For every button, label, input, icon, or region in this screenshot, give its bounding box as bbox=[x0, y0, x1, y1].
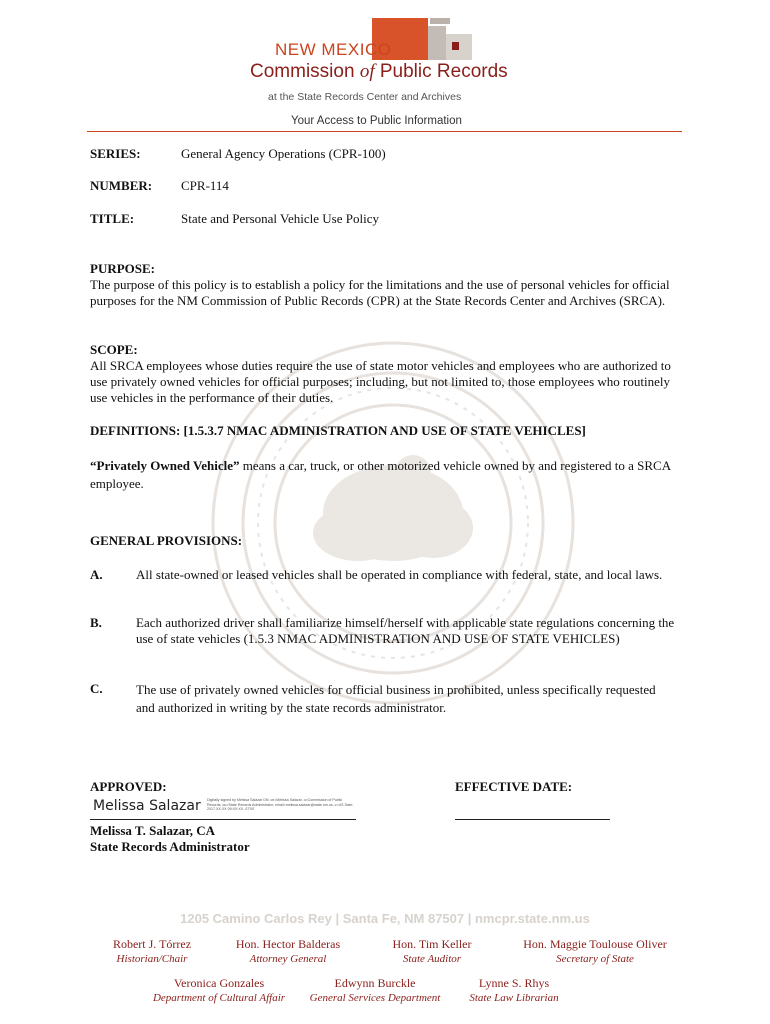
scope-heading: SCOPE: bbox=[90, 342, 138, 357]
org-subtitle: at the State Records Center and Archives bbox=[268, 91, 462, 103]
series-value: General Agency Operations (CPR-100) bbox=[181, 146, 386, 161]
commissioner-name: Hon. Hector Balderas bbox=[235, 937, 341, 951]
commissioner bbox=[92, 937, 212, 965]
org-name-line1: NEW MEXICO bbox=[275, 40, 392, 59]
digital-signature: Melissa Salazar bbox=[93, 798, 201, 814]
commissioner-name: Lynne S. Rhys bbox=[478, 976, 550, 990]
commissioner-name: Robert J. Tórrez bbox=[112, 937, 192, 951]
series-label: SERIES: bbox=[90, 146, 141, 161]
commissioner-title: Attorney General bbox=[249, 953, 327, 965]
commissioner bbox=[510, 937, 680, 965]
commissioner-title: General Services Department bbox=[309, 992, 441, 1004]
scope-text: All SRCA employees whose duties require the use of state motor vehicles and employees who are authorized to use privately owned vehicles for official purposes; including, but not limited to, those employees who routinely use vehicles in the performance of their duties. bbox=[90, 358, 671, 405]
commissioner-title: Historian/Chair bbox=[116, 953, 188, 965]
purpose-section bbox=[90, 261, 680, 309]
scope-section bbox=[90, 342, 680, 406]
definitions-heading: DEFINITIONS: [1.5.3.7 NMAC ADMINISTRATION AND USE OF STATE VEHICLES] bbox=[90, 423, 586, 438]
provision-letter: C. bbox=[90, 681, 103, 696]
definition-item bbox=[90, 457, 680, 493]
purpose-heading: PURPOSE: bbox=[90, 261, 155, 276]
commissioner-name: Hon. Tim Keller bbox=[392, 937, 472, 951]
title-value: State and Personal Vehicle Use Policy bbox=[181, 211, 379, 226]
commissioner bbox=[222, 937, 354, 965]
definitions-section bbox=[90, 423, 680, 493]
number-value: CPR-114 bbox=[181, 178, 229, 193]
commissioner-title: State Law Librarian bbox=[469, 992, 559, 1004]
provision-letter: A. bbox=[90, 567, 103, 582]
commissioner-title: State Auditor bbox=[402, 953, 462, 965]
signature-line bbox=[90, 819, 356, 820]
provision-letter: B. bbox=[90, 615, 102, 630]
title-label: TITLE: bbox=[90, 211, 135, 226]
general-provisions-heading: GENERAL PROVISIONS: bbox=[90, 533, 243, 548]
signer-name: Melissa T. Salazar, CA bbox=[90, 823, 216, 838]
org-tagline: Your Access to Public Information bbox=[291, 115, 462, 127]
commissioner bbox=[458, 976, 570, 1004]
header-divider bbox=[87, 131, 682, 132]
provision-text: The use of privately owned vehicles for official business in prohibited, unless specifically requested and authorized in writing by the state records administrator. bbox=[136, 682, 656, 715]
effective-date-line bbox=[455, 819, 610, 820]
digital-signature-note: Digitally signed by Melissa Salazar DN: cn=Melissa Salazar, o=Commission of Public Records, ou=State Records Administrator, email=melissa.salazar@state.nm.us, c=US Date: 2017.XX.XX 09:XX:XX -07'00' bbox=[207, 798, 354, 812]
commissioner-name: Veronica Gonzales bbox=[173, 976, 265, 990]
definition-term: “Privately Owned Vehicle” bbox=[90, 458, 240, 473]
commissioner-title: Secretary of State bbox=[556, 953, 634, 965]
provision-text: All state-owned or leased vehicles shall be operated in compliance with federal, state, and local laws. bbox=[136, 567, 663, 582]
provision-text: Each authorized driver shall familiarize himself/herself with applicable state regulations concerning the use of state vehicles (1.5.3 NMAC ADMINISTRATION AND USE OF STATE VEHICLES) bbox=[136, 615, 675, 646]
commissioner-title: Department of Cultural Affair bbox=[152, 992, 286, 1004]
commissioner-name: Hon. Maggie Toulouse Oliver bbox=[523, 937, 667, 951]
purpose-text: The purpose of this policy is to establish a policy for the limitations and the use of personal vehicles for official purposes for the NM Commission of Public Records (CPR) at the State Records Center and Archives (SRCA). bbox=[90, 277, 670, 308]
commissioner-name: Edwynn Burckle bbox=[334, 976, 416, 990]
number-label: NUMBER: bbox=[90, 178, 153, 193]
org-name-line2: Commission of Public Records bbox=[250, 61, 508, 82]
commissioner bbox=[300, 976, 450, 1004]
effective-date-label: EFFECTIVE DATE: bbox=[455, 779, 573, 794]
commissioner bbox=[144, 976, 294, 1004]
footer-address: 1205 Camino Carlos Rey | Santa Fe, NM 87507 | nmcpr.state.nm.us bbox=[180, 911, 590, 926]
commissioner bbox=[376, 937, 488, 965]
approved-label: APPROVED: bbox=[90, 779, 167, 794]
definition-text: means a car, truck, or other motorized vehicle owned by and registered to a SRCA employee. bbox=[90, 458, 671, 491]
signer-role: State Records Administrator bbox=[90, 839, 250, 854]
